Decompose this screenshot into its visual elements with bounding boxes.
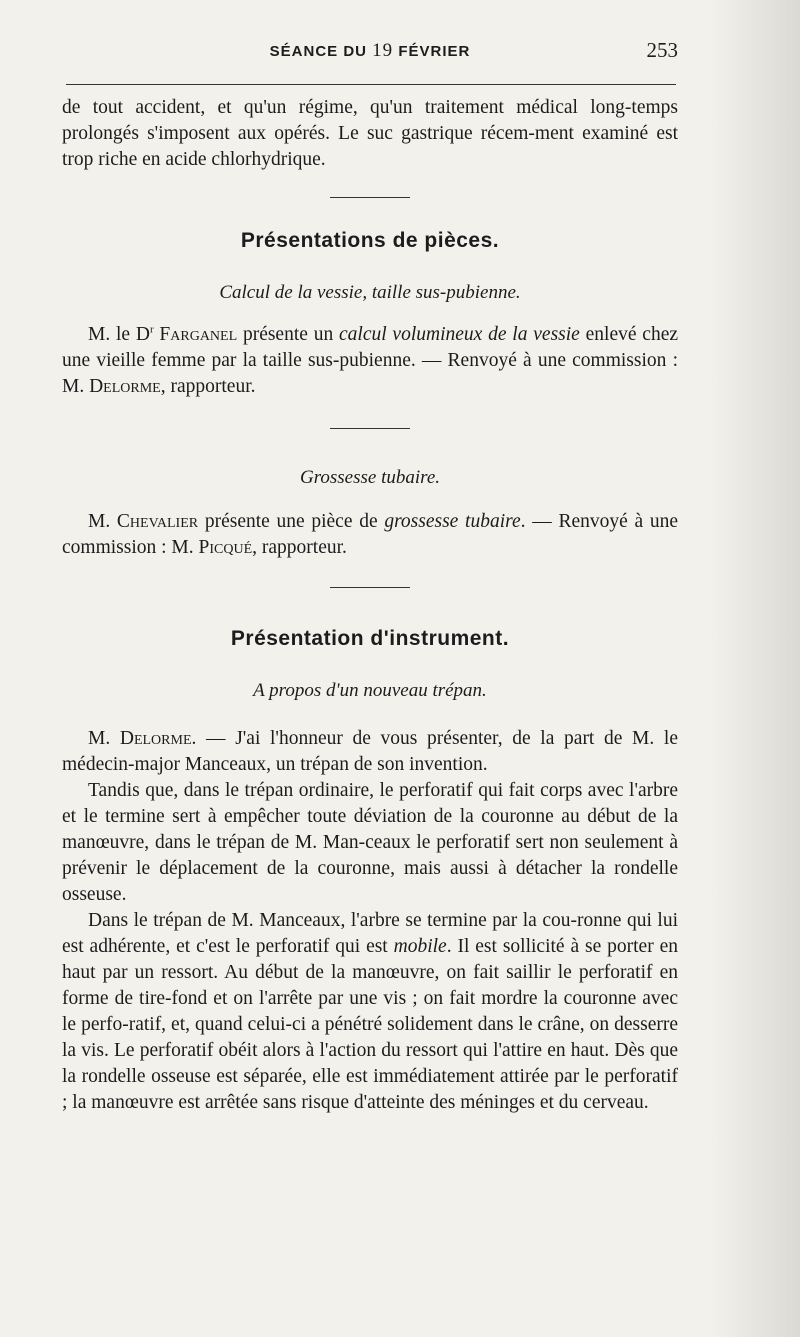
intro-paragraph: de tout accident, et qu'un régime, qu'un traitement médical long-temps prolongés s'imposent aux opérés. Le suc gastrique récem-ment examiné est trop riche en acide chlorhydrique. bbox=[62, 97, 678, 170]
divider-1 bbox=[330, 197, 410, 198]
session-day: 19 bbox=[372, 40, 394, 61]
paragraph-farganel: M. le $D^r$ Farganel présente un calcul volumineux de la vessie enlevé chez une vieille femme par la taille sus-pubienne. — Renvoyé à une commission : M. Delorme, rapporteur. bbox=[62, 323, 679, 397]
author-chevalier: Chevalier bbox=[116, 511, 199, 532]
rapporteur-picque: Picqué bbox=[198, 537, 253, 558]
subtitle-trepan: A propos d'un nouveau trépan. bbox=[253, 680, 487, 701]
page-header bbox=[62, 40, 678, 68]
section-title-instrument: Présentation d'instrument. bbox=[230, 627, 510, 650]
divider-2 bbox=[330, 428, 410, 429]
section-title-pieces: Présentations de pièces. bbox=[240, 229, 500, 252]
divider-3 bbox=[330, 587, 410, 588]
page-number: 253 bbox=[646, 38, 678, 62]
speaker-delorme: Delorme bbox=[119, 728, 192, 749]
paragraph-delorme: M. Delorme. — J'ai l'honneur de vous présenter, de la part de M. le médecin-major Manceaux, un trépan de son invention. bbox=[62, 728, 678, 775]
paragraph-trepan-ordinaire: Tandis que, dans le trépan ordinaire, le perforatif qui fait corps avec l'arbre et le termine sert à empêcher toute déviation de la couronne au début de la manœuvre, dans le trépan de M. Man-ceaux le perforatif sert non seulement à prévenir le déplacement de la couronne, mais aussi à détacher la rondelle osseuse. bbox=[62, 780, 678, 905]
page-body bbox=[62, 95, 678, 1116]
page-edge-shadow bbox=[710, 0, 800, 1337]
header-rule bbox=[66, 84, 676, 85]
author-farganel: Farganel bbox=[159, 324, 238, 345]
running-head: SÉANCE DU 19 FÉVRIER bbox=[269, 40, 471, 61]
subtitle-calcul: Calcul de la vessie, taille sus-pubienne. bbox=[219, 282, 521, 303]
subtitle-grossesse: Grossesse tubaire. bbox=[299, 467, 441, 488]
paragraph-chevalier: M. Chevalier présente une pièce de grossesse tubaire. — Renvoyé à une commission : M. Picqué, rapporteur. bbox=[62, 511, 678, 558]
rapporteur-delorme: Delorme bbox=[89, 376, 161, 397]
paragraph-trepan-manceaux: Dans le trépan de M. Manceaux, l'arbre se termine par la cou-ronne qui lui est adhérente, et c'est le perforatif qui est mobile. Il est sollicité à se porter en haut par un ressort. Au début de la manœuvre, on fait saillir le perforatif en forme de tire-fond et on l'arrête par une vis ; on fait mordre la couronne avec le perfo-ratif, et, quand celui-ci a pénétré solidement dans le crâne, on desserre la vis. Le perforatif obéit alors à l'action du ressort qui l'attire en haut. Dès que la rondelle osseuse est séparée, elle est immédiatement attirée par le perforatif ; la manœuvre est arrêtée sans risque d'atteinte des méninges et du cerveau. bbox=[62, 910, 678, 1113]
